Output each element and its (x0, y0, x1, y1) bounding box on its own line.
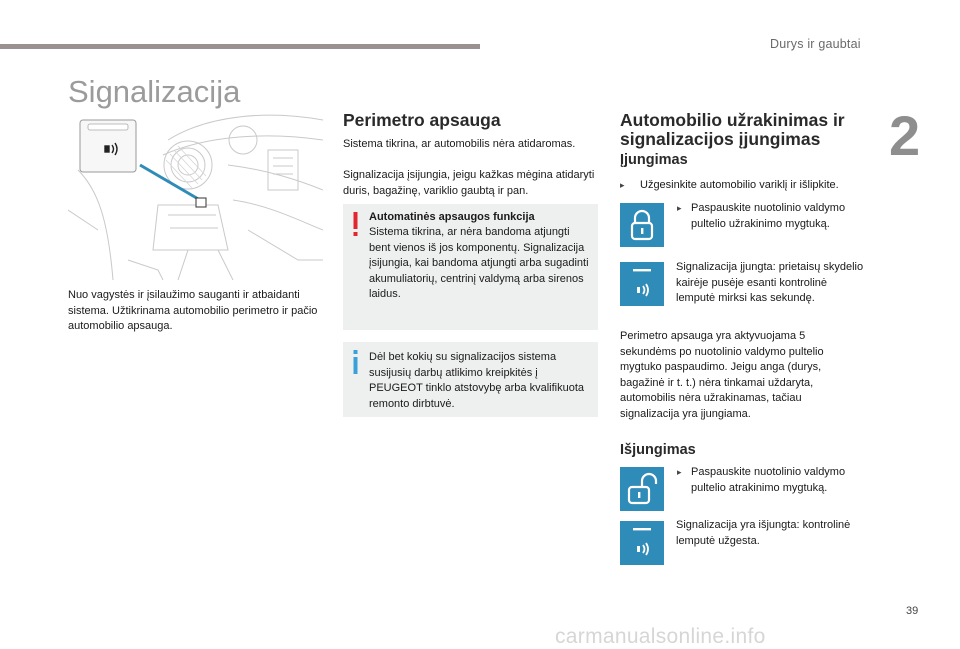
unlock-button-icon (620, 467, 664, 511)
warning-title: Automatinės apsaugos funkcija (369, 211, 535, 223)
activation-subheading: Įjungimas (620, 152, 688, 168)
info-icon (352, 350, 360, 376)
lock-button-icon (620, 203, 664, 247)
alarm-indicator-on-icon (620, 262, 664, 306)
activation-note: Perimetro apsauga yra aktyvuojama 5 sekundėms po nuotolinio valdymo pultelio mygtuko paspaudimo. Jeigu anga (durys, bagažinė ir t. t.) nėra tinkamai uždaryta, automobilis nėra užrakinamas, tačiau signalizacija yra įjungiama. (620, 330, 824, 420)
warning-box (343, 204, 598, 330)
watermark: carmanualsonline.info (555, 625, 766, 648)
deactivation-subheading: Išjungimas (620, 442, 696, 458)
header-bar (0, 44, 480, 49)
warning-icon (352, 212, 360, 238)
bullet-icon: ▸ (620, 180, 625, 190)
warning-text: Sistema tikrina, ar nėra bandoma atjungti bent vienos iš jos komponentų. Signalizacija įsijungia, kai bandoma atjungti arba sugadinti akumuliatorių, centrinį valdymą arba sirenos laidus. (369, 226, 589, 300)
intro-text: Nuo vagystės ir įsilaužimo sauganti ir atbaidanti sistema. Užtikrinama automobilio perimetro ir pačio automobilio apsauga. (68, 289, 318, 332)
deactivation-step-1: ▸ Paspauskite nuotolinio valdymo pultelio atrakinimo mygtuką. (677, 466, 846, 494)
bullet-icon: ▸ (677, 467, 682, 477)
perimeter-heading: Perimetro apsauga (343, 110, 501, 130)
page-title: Signalizacija (68, 74, 241, 109)
chapter-number: 2 (889, 104, 921, 167)
locking-heading-line-1: Automobilio užrakinimas ir (620, 110, 845, 130)
activation-step-2: ▸ Paspauskite nuotolinio valdymo pultelio užrakinimo mygtuką. (677, 202, 846, 230)
page-number: 39 (906, 605, 919, 617)
bullet-icon: ▸ (677, 203, 682, 213)
section-title: Durys ir gaubtai (770, 37, 861, 51)
activation-step-1: ▸ Užgesinkite automobilio variklį ir išlipkite. (620, 178, 870, 194)
activation-result: Signalizacija įjungta: prietaisų skydelio kairėje pusėje esanti kontrolinė lemputė mirksi kas sekundę. (676, 261, 864, 304)
info-text: Dėl bet kokių su signalizacijos sistema susijusių darbų atlikimo kreipkitės į PEUGEOT tinklo atstovybę arba kvalifikuota remonto dirbtuvė. (369, 351, 585, 410)
perimeter-para-2: Signalizacija įsijungia, jeigu kažkas mėgina atidaryti duris, bagažinę, variklio gaubtą ir pan. (343, 169, 595, 197)
locking-heading-line-2: signalizacijos įjungimas (620, 129, 821, 149)
info-box (343, 342, 598, 417)
deactivation-result: Signalizacija yra išjungta: kontrolinė lemputė užgesta. (676, 519, 851, 547)
perimeter-para-1: Sistema tikrina, ar automobilis nėra atidaromas. (343, 138, 576, 150)
alarm-indicator-off-icon (620, 521, 664, 565)
dashboard-illustration (68, 110, 323, 280)
